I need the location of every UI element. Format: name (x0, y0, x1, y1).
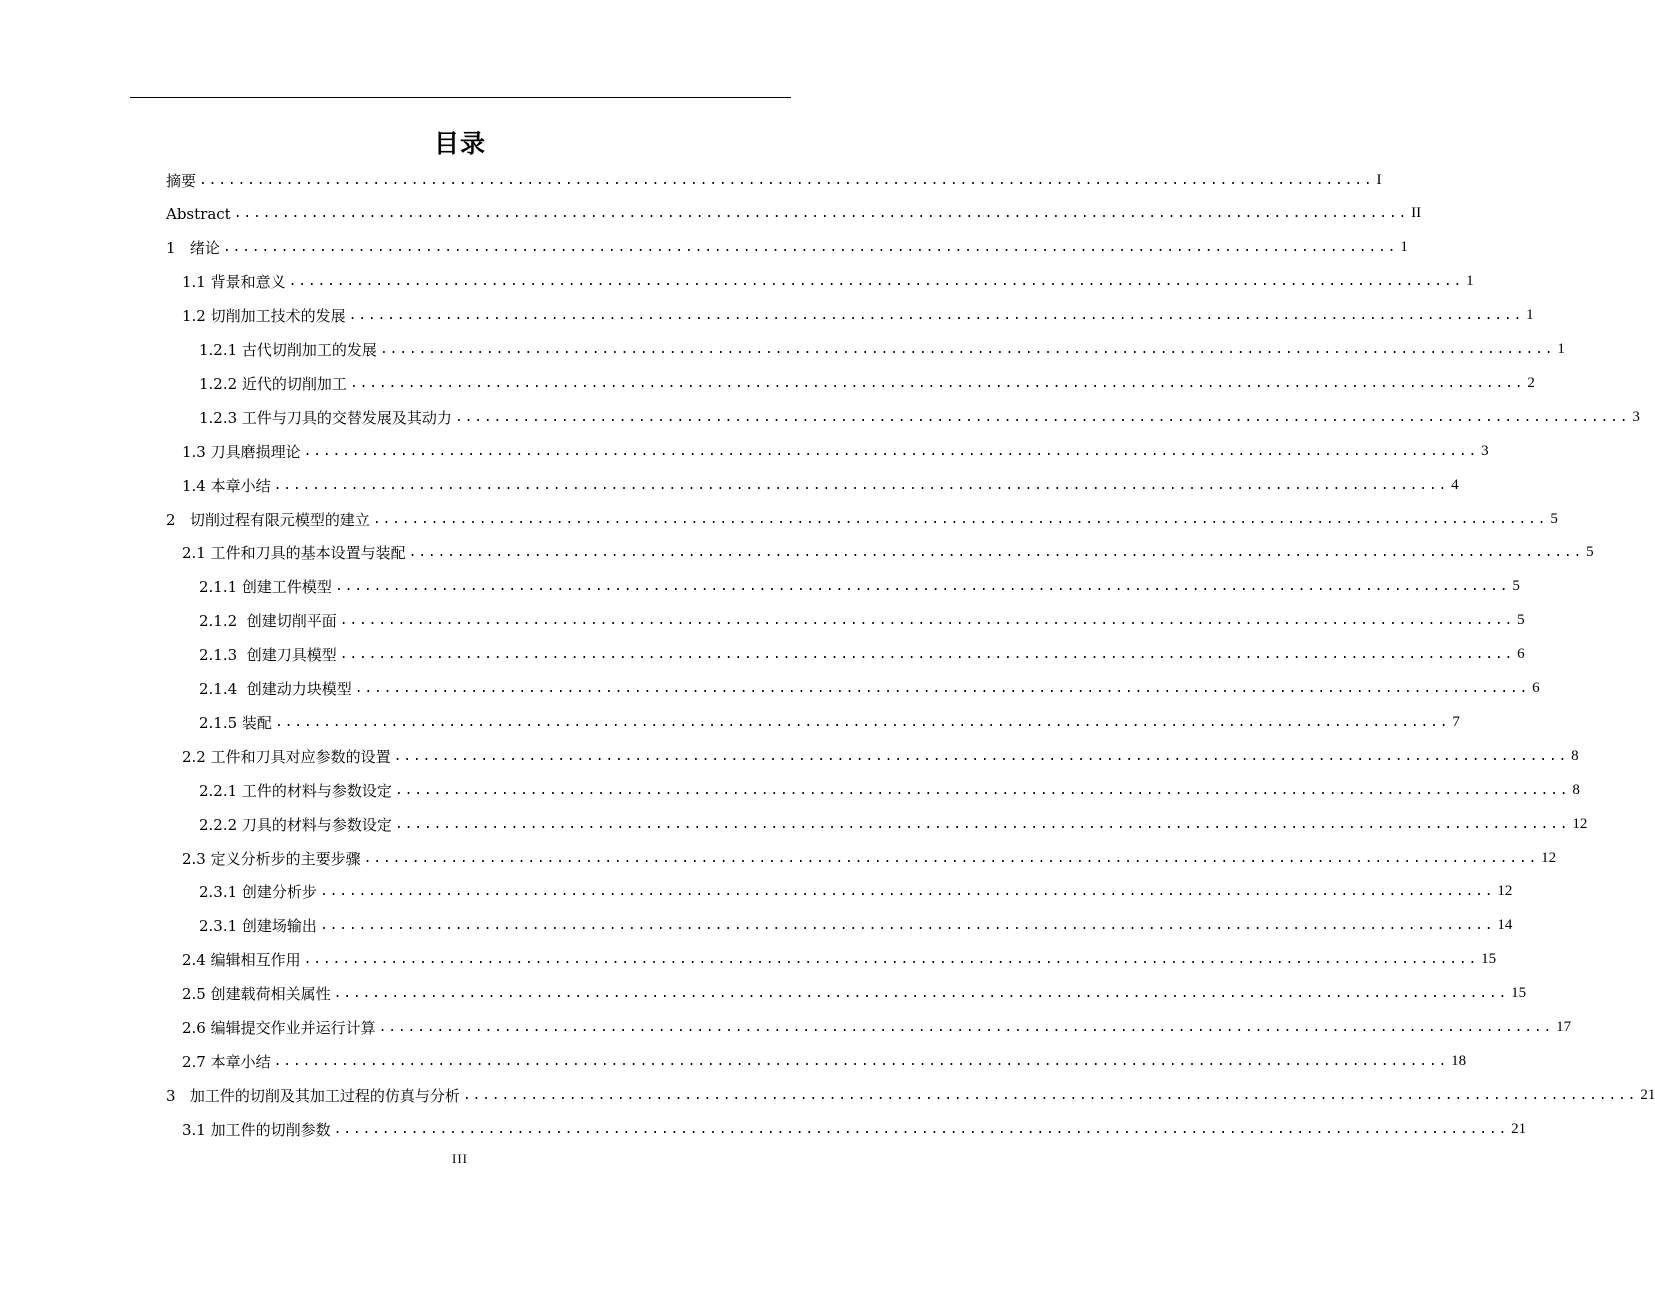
toc-entry-page-number: 1 (1526, 307, 1534, 324)
toc-entry-page-number: 5 (1512, 578, 1520, 595)
toc-entry-label: 1.2.2 近代的切削加工 (199, 374, 347, 393)
toc-entry-label: 2.1.3 创建刀具模型 (199, 646, 337, 665)
toc-dot-leader: .......................................................................................................................... (273, 1053, 1449, 1069)
toc-entry[interactable] (199, 368, 1535, 398)
toc-entry[interactable] (182, 741, 1579, 771)
toc-dot-leader: .......................................................................................................................... (393, 748, 1569, 764)
toc-entry[interactable] (182, 843, 1557, 873)
toc-entry-page-number: 12 (1497, 883, 1513, 900)
toc-entry[interactable] (199, 606, 1525, 636)
toc-entry[interactable] (182, 436, 1489, 466)
toc-entry[interactable] (199, 809, 1588, 839)
toc-dot-leader: .......................................................................................................................... (288, 274, 1464, 290)
toc-entry-label: 1.3 刀具磨损理论 (182, 442, 301, 461)
toc-entry[interactable] (166, 504, 1558, 534)
toc-entry-label: 2.7 本章小结 (182, 1052, 271, 1071)
toc-entry[interactable] (182, 301, 1534, 331)
toc-dot-leader: .......................................................................................................................... (199, 172, 1374, 188)
toc-entry[interactable] (182, 1114, 1527, 1144)
toc-entry-page-number: 15 (1481, 951, 1497, 968)
toc-entry-page-number: 2 (1527, 374, 1535, 391)
toc-entry[interactable] (199, 775, 1580, 805)
toc-dot-leader: .......................................................................................................................... (273, 477, 1449, 493)
toc-entry-page-number: 6 (1532, 680, 1540, 696)
toc-dot-leader: .......................................................................................................................... (303, 952, 1479, 968)
toc-entry-page-number: 21 (1640, 1086, 1655, 1103)
toc-entry[interactable] (182, 1046, 1467, 1076)
toc-entry[interactable] (166, 233, 1408, 263)
toc-entry-page-number: 4 (1451, 476, 1459, 493)
page-title: 目录 (433, 129, 486, 158)
toc-entry-label: 2.1 工件和刀具的基本设置与装配 (182, 544, 406, 563)
toc-dot-leader: .......................................................................................................................... (319, 884, 1495, 900)
toc-entry-page-number: 17 (1556, 1019, 1572, 1035)
toc-entry-label: 2.3.1 创建场输出 (199, 917, 317, 936)
toc-dot-leader: .......................................................................................................................... (378, 1020, 1554, 1035)
toc-entry-label: 1.4 本章小结 (182, 476, 271, 495)
toc-dot-leader: .......................................................................................................................... (348, 308, 1524, 324)
toc-entry-page-number: 3 (1481, 442, 1489, 459)
toc-entry-label: 2.1.4 创建动力块模型 (199, 680, 352, 698)
toc-entry[interactable] (166, 1080, 1655, 1110)
toc-entry-page-number: 3 (1632, 408, 1640, 425)
toc-entry-page-number: 14 (1497, 917, 1513, 934)
toc-dot-leader: .......................................................................................................................... (372, 511, 1548, 527)
toc-entry[interactable] (199, 911, 1513, 941)
toc-entry-label: 2.1.1 创建工件模型 (199, 578, 332, 597)
toc-entry[interactable] (199, 572, 1520, 602)
toc-entry-label: 2 切削过程有限元模型的建立 (166, 510, 370, 529)
toc-dot-leader: .......................................................................................................................... (222, 240, 1398, 256)
toc-entry-page-number: 12 (1572, 815, 1588, 832)
toc-entry[interactable] (182, 470, 1459, 500)
toc-dot-leader: .......................................................................................................................... (233, 206, 1409, 222)
toc-dot-leader: .......................................................................................................................... (274, 714, 1450, 730)
toc-entry[interactable] (182, 1013, 1572, 1043)
toc-entry-page-number: 5 (1550, 510, 1558, 527)
toc-entry[interactable] (199, 707, 1460, 737)
toc-dot-leader: .......................................................................................................................... (394, 782, 1570, 798)
toc-entry-page-number: 21 (1511, 1120, 1527, 1137)
toc-entry-label: 3.1 加工件的切削参数 (182, 1120, 331, 1139)
toc-entry-label: 2.1.5 装配 (199, 713, 272, 732)
toc-dot-leader: .......................................................................................................................... (394, 816, 1570, 832)
toc-entry-label: 2.5 创建载荷相关属性 (182, 985, 331, 1004)
toc-dot-leader: .......................................................................................................................... (333, 1121, 1509, 1137)
toc-entry[interactable] (199, 877, 1513, 907)
toc-dot-leader: .......................................................................................................................... (319, 918, 1495, 934)
toc-entry-page-number: 5 (1517, 612, 1525, 629)
footer-page-number: III (452, 1151, 468, 1166)
toc-entry-label: 1.1 背景和意义 (182, 273, 286, 292)
toc-entry[interactable] (199, 674, 1540, 704)
toc-entry-page-number: 5 (1586, 544, 1594, 561)
toc-dot-leader: .......................................................................................................................... (349, 375, 1525, 391)
toc-entry-label: 1 绪论 (166, 239, 220, 258)
toc-dot-leader: .......................................................................................................................... (339, 647, 1515, 663)
toc-entry-page-number: 18 (1451, 1052, 1467, 1069)
toc-dot-leader: .......................................................................................................................... (333, 986, 1509, 1002)
toc-entry-page-number: 1 (1400, 239, 1408, 256)
toc-dot-leader: .......................................................................................................................... (408, 545, 1584, 561)
toc-dot-leader: .......................................................................................................................... (379, 342, 1555, 357)
toc-entry-page-number: 15 (1511, 985, 1527, 1002)
toc-entry[interactable] (166, 199, 1422, 229)
toc-entry-page-number: I (1376, 171, 1382, 188)
toc-entry-label: 2.6 编辑提交作业并运行计算 (182, 1019, 376, 1037)
toc-entry-page-number: 1 (1466, 273, 1474, 290)
toc-dot-leader: .......................................................................................................................... (363, 850, 1539, 866)
toc-entry[interactable] (199, 640, 1525, 670)
toc-entry-label: Abstract (166, 204, 231, 223)
toc-entry-page-number: 1 (1557, 341, 1565, 357)
toc-entry-label: 2.2 工件和刀具对应参数的设置 (182, 747, 391, 766)
toc-dot-leader: .......................................................................................................................... (339, 613, 1515, 629)
toc-entry-label: 摘要 (166, 171, 197, 190)
toc-dot-leader: .......................................................................................................................... (354, 681, 1530, 696)
toc-entry-label: 2.4 编辑相互作用 (182, 951, 301, 970)
toc-entry[interactable] (182, 267, 1474, 297)
toc-entry-page-number: 6 (1517, 646, 1525, 663)
toc-dot-leader: .......................................................................................................................... (462, 1087, 1638, 1103)
toc-entry[interactable] (182, 979, 1527, 1009)
toc-entry-page-number: II (1411, 205, 1422, 222)
toc-entry[interactable] (182, 945, 1497, 975)
toc-dot-leader: .......................................................................................................................... (303, 443, 1479, 459)
toc-entry-label: 2.1.2 创建切削平面 (199, 612, 337, 631)
toc-entry-label: 2.2.2 刀具的材料与参数设定 (199, 815, 392, 834)
toc-entry[interactable] (199, 335, 1565, 365)
toc-entry-label: 2.2.1 工件的材料与参数设定 (199, 781, 392, 800)
toc-entry-label: 2.3.1 创建分析步 (199, 883, 317, 902)
toc-dot-leader: .......................................................................................................................... (454, 409, 1630, 425)
toc-entry-label: 1.2.3 工件与刀具的交替发展及其动力 (199, 408, 452, 427)
toc-entry[interactable] (199, 402, 1640, 432)
toc-entry-label: 1.2.1 古代切削加工的发展 (199, 341, 377, 359)
toc-entry-label: 3 加工件的切削及其加工过程的仿真与分析 (166, 1086, 460, 1105)
toc-entry-page-number: 8 (1571, 747, 1579, 764)
toc-dot-leader: .......................................................................................................................... (334, 579, 1510, 595)
toc-entry-label: 1.2 切削加工技术的发展 (182, 307, 346, 326)
toc-entry-label: 2.3 定义分析步的主要步骤 (182, 849, 361, 868)
toc-entry-page-number: 7 (1452, 713, 1460, 730)
toc-entry[interactable] (182, 538, 1594, 568)
toc-entry-page-number: 8 (1572, 781, 1580, 798)
toc-entry[interactable] (166, 165, 1382, 195)
toc-entry-page-number: 12 (1541, 849, 1557, 866)
header-rule (130, 97, 791, 98)
